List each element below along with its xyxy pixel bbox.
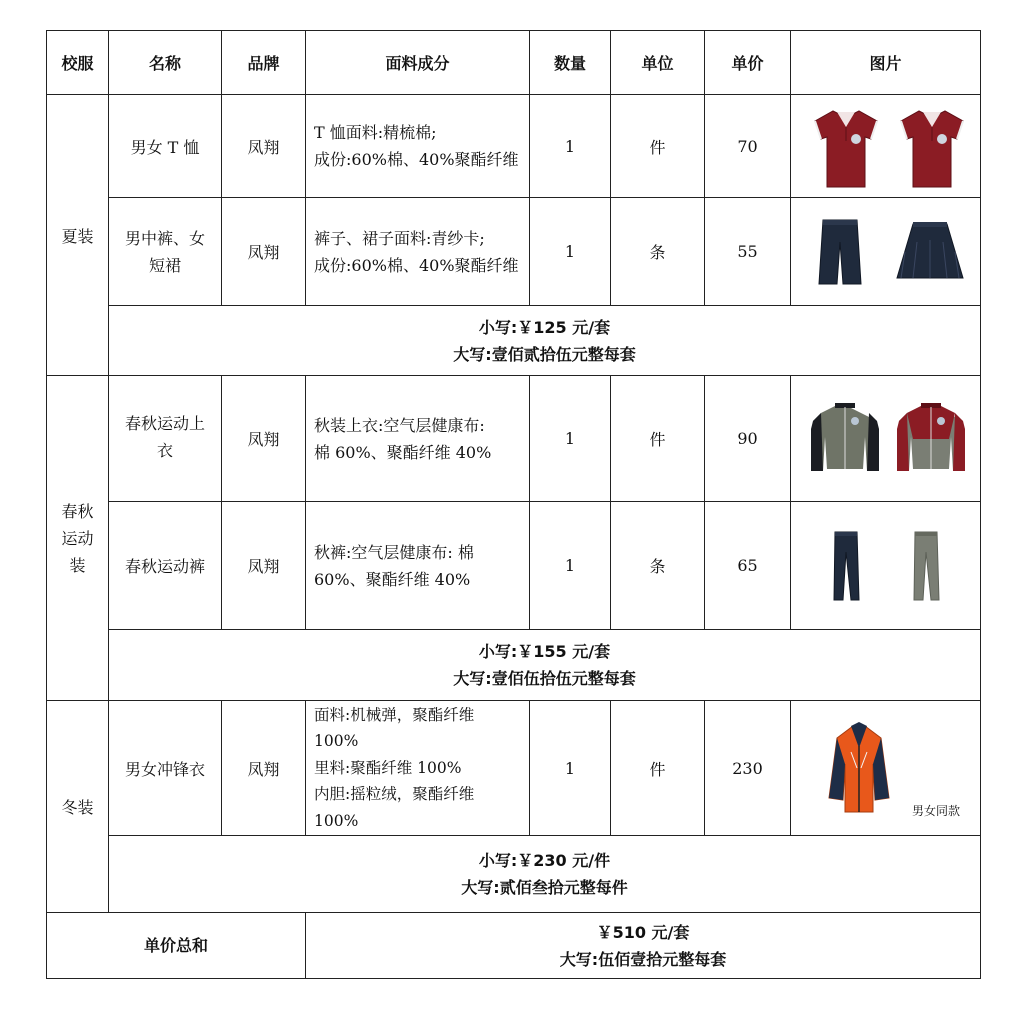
total-value (306, 913, 981, 979)
total-small: ￥510 元/套 (596, 922, 690, 942)
category-line: 运动 (61, 528, 94, 548)
header-category: 校服 (47, 31, 109, 95)
item-brand: 凤翔 (222, 198, 306, 306)
item-price: 65 (705, 502, 791, 630)
header-brand: 品牌 (222, 31, 306, 95)
fabric-line: 100% (314, 732, 359, 751)
category-winter: 冬装 (47, 701, 109, 913)
category-line: 装 (69, 555, 86, 575)
item-fabric (306, 376, 530, 502)
fabric-line: 秋装上衣:空气层健康布: (314, 415, 485, 435)
item-brand: 凤翔 (222, 376, 306, 502)
item-qty: 1 (530, 95, 611, 198)
item-name: 男女冲锋衣 (109, 701, 222, 836)
item-unit: 件 (611, 701, 705, 836)
subtotal-big: 大写:壹佰伍拾伍元整每套 (453, 669, 636, 688)
item-name (109, 376, 222, 502)
name-line: 短裙 (148, 255, 181, 275)
category-line: 春秋 (61, 501, 94, 521)
item-image (791, 502, 981, 630)
item-qty: 1 (530, 502, 611, 630)
item-image (791, 701, 981, 836)
fabric-line: 秋裤:空气层健康布: 棉 (314, 542, 474, 562)
header-row (47, 31, 981, 95)
item-brand: 凤翔 (222, 95, 306, 198)
subtotal-row (47, 630, 981, 701)
subtotal-small: 小写:￥155 元/套 (478, 642, 611, 661)
total-big: 大写:伍佰壹拾元整每套 (559, 949, 727, 969)
subtotal-small: 小写:￥125 元/套 (478, 317, 611, 337)
fabric-line: 面料:机械弹，聚酯纤维 (314, 705, 475, 724)
fabric-line: 裤子、裙子面料:青纱卡; (314, 228, 485, 248)
header-fabric: 面料成分 (306, 31, 530, 95)
item-qty: 1 (530, 376, 611, 502)
item-unit: 件 (611, 376, 705, 502)
fabric-line: 60%、聚酯纤维 40% (314, 569, 471, 589)
item-name: 春秋运动裤 (109, 502, 222, 630)
table-row (47, 502, 981, 630)
skirt-icon (897, 222, 963, 278)
fabric-line: 成份:60%棉、40%聚酯纤维 (314, 255, 519, 275)
item-fabric (306, 95, 530, 198)
header-unit: 单位 (611, 31, 705, 95)
image-note: 男女同款 (911, 804, 960, 818)
item-price: 55 (705, 198, 791, 306)
shorts-icon (819, 220, 861, 284)
item-unit: 条 (611, 502, 705, 630)
polo-shirt-icon (801, 101, 971, 191)
header-image: 图片 (791, 31, 981, 95)
subtotal-big: 大写:贰佰叁拾元整每件 (461, 878, 628, 897)
header-price: 单价 (705, 31, 791, 95)
item-image (791, 198, 981, 306)
item-fabric (306, 502, 530, 630)
table-row (47, 701, 981, 836)
fabric-line: 100% (314, 811, 359, 830)
item-unit: 件 (611, 95, 705, 198)
item-fabric (306, 701, 530, 836)
name-line: 春秋运动上 (124, 414, 205, 433)
item-brand: 凤翔 (222, 701, 306, 836)
uniform-price-table (46, 30, 981, 979)
table-row (47, 198, 981, 306)
item-price: 90 (705, 376, 791, 502)
total-row (47, 913, 981, 979)
subtotal-small: 小写:￥230 元/件 (478, 851, 611, 870)
total-label: 单价总和 (47, 913, 306, 979)
item-qty: 1 (530, 198, 611, 306)
subtotal-big: 大写:壹佰贰拾伍元整每套 (453, 344, 636, 364)
item-price: 70 (705, 95, 791, 198)
fabric-line: T 恤面料:精梳棉; (314, 123, 437, 142)
fabric-line: 棉 60%、聚酯纤维 40% (314, 442, 492, 462)
trousers-icon (914, 532, 939, 600)
subtotal-spring (109, 630, 981, 701)
jacket-icon (897, 403, 965, 471)
fabric-line: 内胆:摇粒绒，聚酯纤维 (314, 785, 475, 804)
subtotal-summer (109, 306, 981, 376)
subtotal-winter (109, 836, 981, 913)
table-row (47, 376, 981, 502)
item-fabric (306, 198, 530, 306)
item-price: 230 (705, 701, 791, 836)
name-line: 男中裤、女 (124, 228, 205, 248)
windbreaker-jacket-icon (829, 722, 889, 812)
item-brand: 凤翔 (222, 502, 306, 630)
header-name: 名称 (109, 31, 222, 95)
item-image (791, 376, 981, 502)
name-line: 衣 (156, 441, 173, 460)
table-row (47, 95, 981, 198)
fabric-line: 里料:聚酯纤维 100% (314, 758, 462, 777)
subtotal-row (47, 836, 981, 913)
header-qty: 数量 (530, 31, 611, 95)
item-image (791, 95, 981, 198)
polo-shirt-icon (815, 111, 877, 187)
item-name (109, 198, 222, 306)
item-qty: 1 (530, 701, 611, 836)
fabric-line: 成份:60%棉、40%聚酯纤维 (314, 150, 519, 169)
item-name: 男女 T 恤 (109, 95, 222, 198)
category-summer: 夏装 (47, 95, 109, 376)
category-spring (47, 376, 109, 701)
item-unit: 条 (611, 198, 705, 306)
trousers-icon (834, 532, 859, 600)
jacket-icon (811, 403, 879, 471)
polo-shirt-icon (901, 111, 963, 187)
subtotal-row (47, 306, 981, 376)
